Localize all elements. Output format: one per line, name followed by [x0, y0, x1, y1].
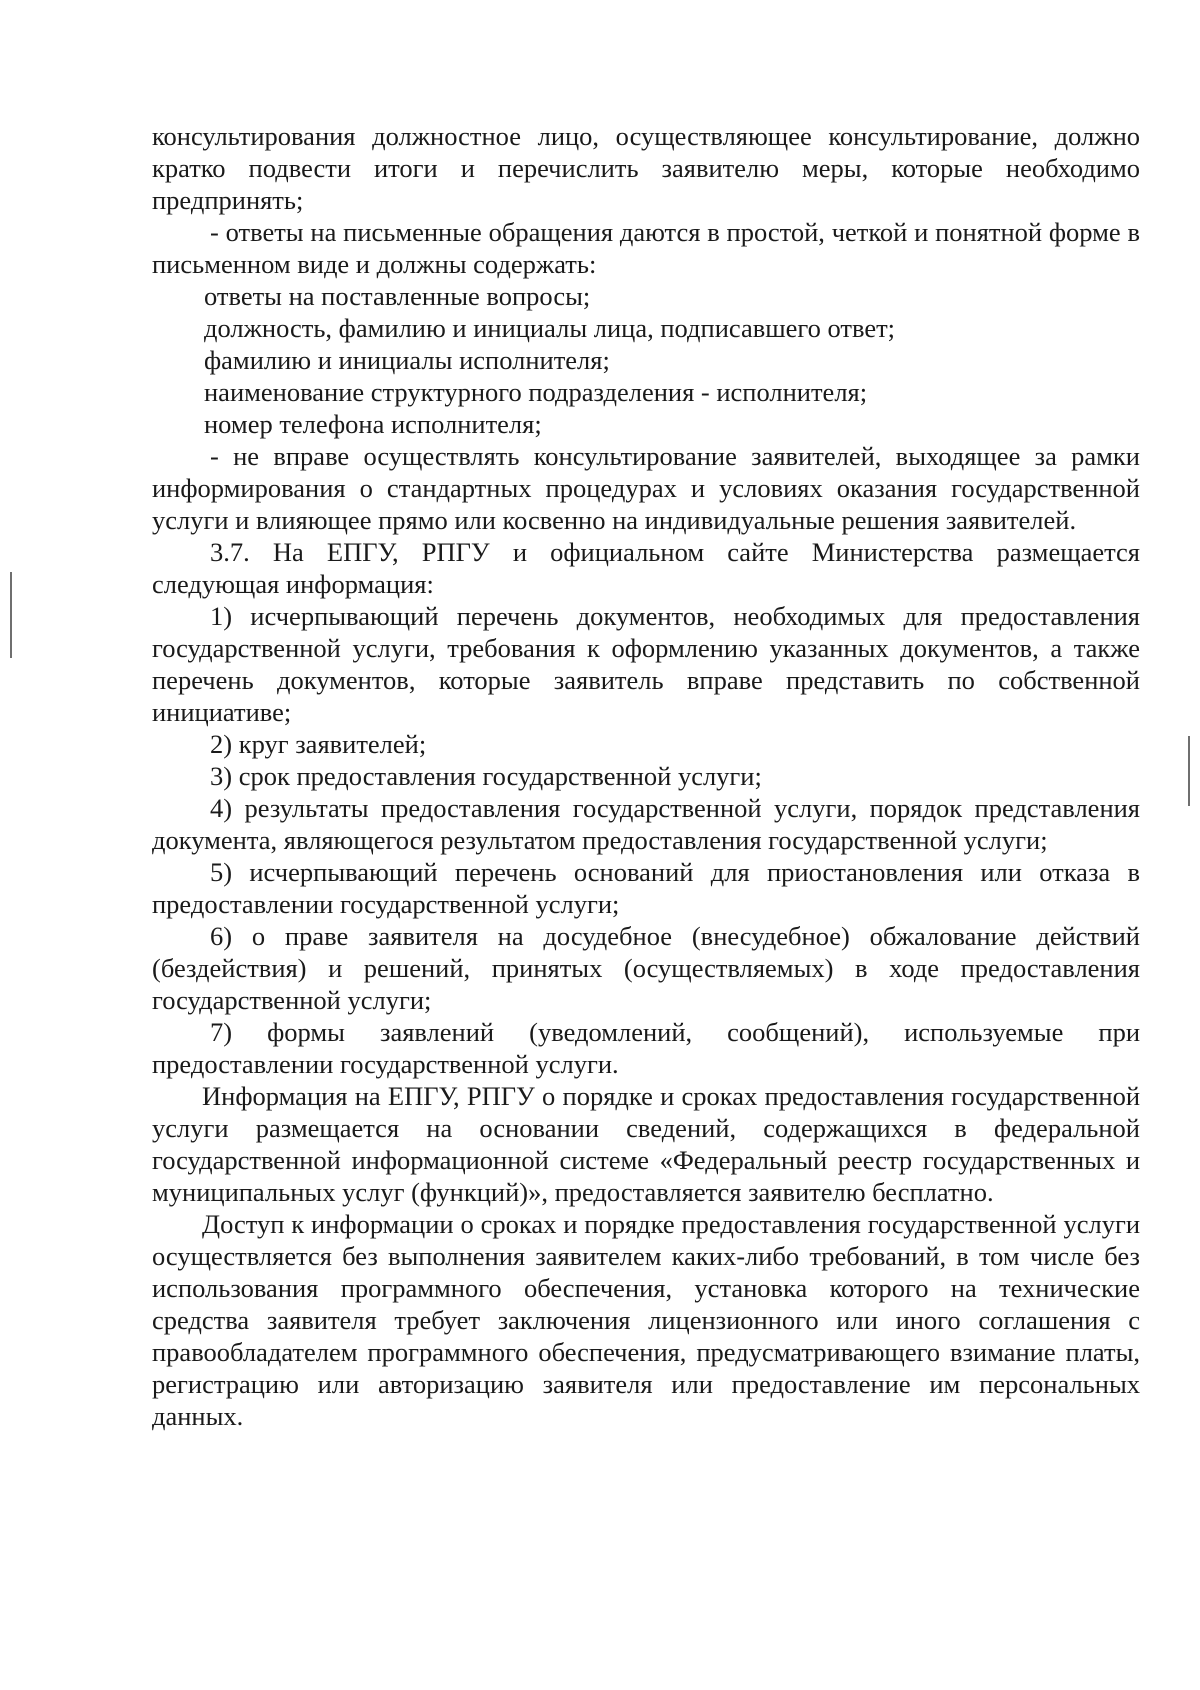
paragraph: - ответы на письменные обращения даются в простой, четкой и понятной форме в письменном виде и должны содержать: — [152, 217, 1140, 279]
list-item: должность, фамилию и инициалы лица, подписавшего ответ; — [204, 313, 896, 343]
list-item: 4) результаты предоставления государственной услуги, порядок представления документа, являющегося результатом предоставления государственной услуги; — [152, 793, 1140, 855]
list-item: фамилию и инициалы исполнителя; — [204, 345, 610, 375]
scan-margin-mark — [1188, 736, 1190, 806]
list-item: 6) о праве заявителя на досудебное (внесудебное) обжалование действий (бездействия) и решений, принятых (осуществляемых) в ходе предоставления государственной услуги; — [152, 921, 1140, 1015]
paragraph: Информация на ЕПГУ, РПГУ о порядке и сроках предоставления государственной услуги размещается на основании сведений, содержащихся в федеральной государственной информационной системе «Федеральный реестр государственных и муниципальных услуг (функций)», предоставляется заявителю бесплатно. — [152, 1081, 1140, 1207]
list-item: 7) формы заявлений (уведомлений, сообщений), используемые при предоставлении государственной услуги. — [152, 1017, 1140, 1079]
list-item: наименование структурного подразделения - исполнителя; — [204, 377, 868, 407]
scan-margin-mark — [10, 572, 12, 658]
paragraph: - не вправе осуществлять консультирование заявителей, выходящее за рамки информирования о стандартных процедурах и условиях оказания государственной услуги и влияющее прямо или косвенно на индивидуальные решения заявителей. — [152, 441, 1140, 535]
list-item: 5) исчерпывающий перечень оснований для приостановления или отказа в предоставлении государственной услуги; — [152, 857, 1140, 919]
paragraph: 3.7. На ЕПГУ, РПГУ и официальном сайте Министерства размещается следующая информация: — [152, 537, 1140, 599]
list-item: 2) круг заявителей; — [210, 729, 427, 759]
paragraph: консультирования должностное лицо, осуществляющее консультирование, должно кратко подвести итоги и перечислить заявителю меры, которые необходимо предпринять; — [152, 121, 1140, 215]
paragraph: Доступ к информации о сроках и порядке предоставления государственной услуги осуществляется без выполнения заявителем каких-либо требований, в том числе без использования программного обеспечения, установка которого на технические средства заявителя требует заключения лицензионного или иного соглашения с правообладателем программного обеспечения, предусматривающего взимание платы, регистрацию или авторизацию заявителя или предоставление им персональных данных. — [152, 1209, 1140, 1431]
list-item: ответы на поставленные вопросы; — [204, 281, 591, 311]
document-body — [152, 120, 1140, 1432]
list-item: 1) исчерпывающий перечень документов, необходимых для предоставления государственной услуги, требования к оформлению указанных документов, а также перечень документов, которые заявитель вправе представить по собственной инициативе; — [152, 601, 1140, 727]
list-item: 3) срок предоставления государственной услуги; — [210, 761, 762, 791]
list-item: номер телефона исполнителя; — [204, 409, 542, 439]
